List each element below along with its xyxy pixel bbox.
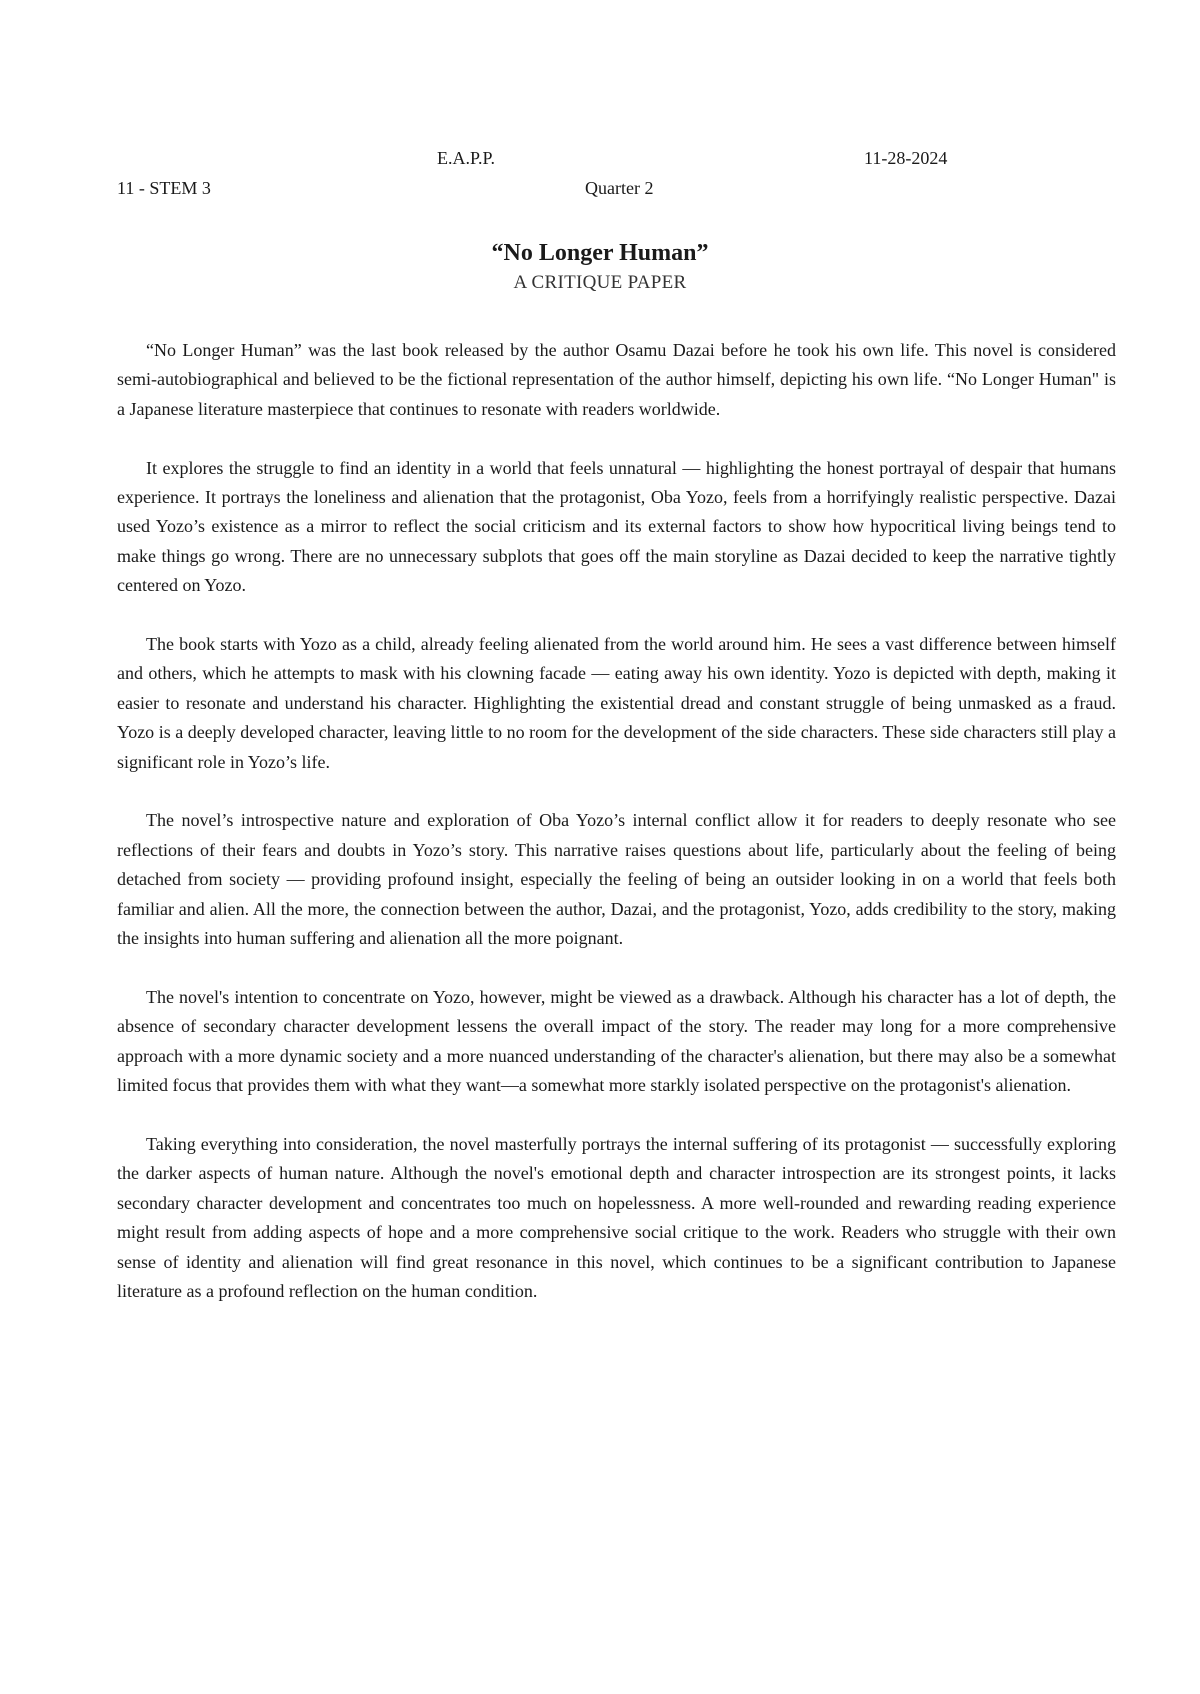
paragraph: It explores the struggle to find an identity in a world that feels unnatural — highlighting the honest portrayal of despair that humans experience. It portrays the loneliness and alienation that the protagonist, Oba Yozo, feels from a horrifyingly realistic perspective. Dazai used Yozo’s existence as a mirror to reflect the social criticism and its external factors to show how hypocritical living beings tend to make things go wrong. There are no unnecessary subplots that goes off the main storyline as Dazai decided to keep the narrative tightly centered on Yozo. <box>117 457 1116 596</box>
header-quarter: Quarter 2 <box>585 178 654 198</box>
paragraph: The novel's intention to concentrate on Yozo, however, might be viewed as a drawback. Although his character has a lot of depth, the absence of secondary character development lessens the overall impact of the story. The reader may long for a more comprehensive approach with a more dynamic society and a more nuanced understanding of the character's alienation, but there may also be a somewhat limited focus that provides them with what they want—a somewhat more starkly isolated perspective on the protagonist's alienation. <box>117 986 1116 1096</box>
paragraph: The book starts with Yozo as a child, already feeling alienated from the world around him. He sees a vast difference between himself and others, which he attempts to mask with his clowning facade — eating away his own identity. Yozo is depicted with depth, making it easier to resonate and understand his character. Highlighting the existential dread and constant struggle of being unmasked as a fraud. Yozo is a deeply developed character, leaving little to no room for the development of the side characters. These side characters still play a significant role in Yozo’s life. <box>117 634 1116 772</box>
paragraph: “No Longer Human” was the last book released by the author Osamu Dazai before he took his own life. This novel is considered semi-autobiographical and believed to be the fictional representation of the author himself, depicting his own life. “No Longer Human" is a Japanese literature masterpiece that continues to resonate with readers worldwide. <box>117 340 1116 419</box>
document-subtitle: A CRITIQUE PAPER <box>513 272 687 293</box>
title-block <box>0 238 1200 296</box>
document-title: “No Longer Human” <box>491 240 709 266</box>
header-subject: E.A.P.P. <box>437 148 496 168</box>
paragraph: Taking everything into consideration, the novel masterfully portrays the internal suffering of its protagonist — successfully exploring the darker aspects of human nature. Although the novel's emotional depth and character introspection are its strongest points, it lacks secondary character development and concentrates too much on hopelessness. A more well-rounded and rewarding reading experience might result from adding aspects of hope and a more comprehensive social critique to the work. Readers who struggle with their own sense of identity and alienation will find great resonance in this novel, which continues to be a significant contribution to Japanese literature as a profound reflection on the human condition. <box>117 1133 1116 1301</box>
document-body <box>117 336 1116 1336</box>
paragraph: The novel’s introspective nature and exploration of Oba Yozo’s internal conflict allow it for readers to deeply resonate who see reflections of their fears and doubts in Yozo’s story. This narrative raises questions about life, particularly about the feeling of being detached from society — providing profound insight, especially the feeling of being an outsider looking in on a world that feels both familiar and alien. All the more, the connection between the author, Dazai, and the protagonist, Yozo, adds credibility to the story, making the insights into human suffering and alienation all the more poignant. <box>117 810 1116 949</box>
header-section: 11 - STEM 3 <box>117 178 211 198</box>
header-date: 11-28-2024 <box>864 148 948 168</box>
